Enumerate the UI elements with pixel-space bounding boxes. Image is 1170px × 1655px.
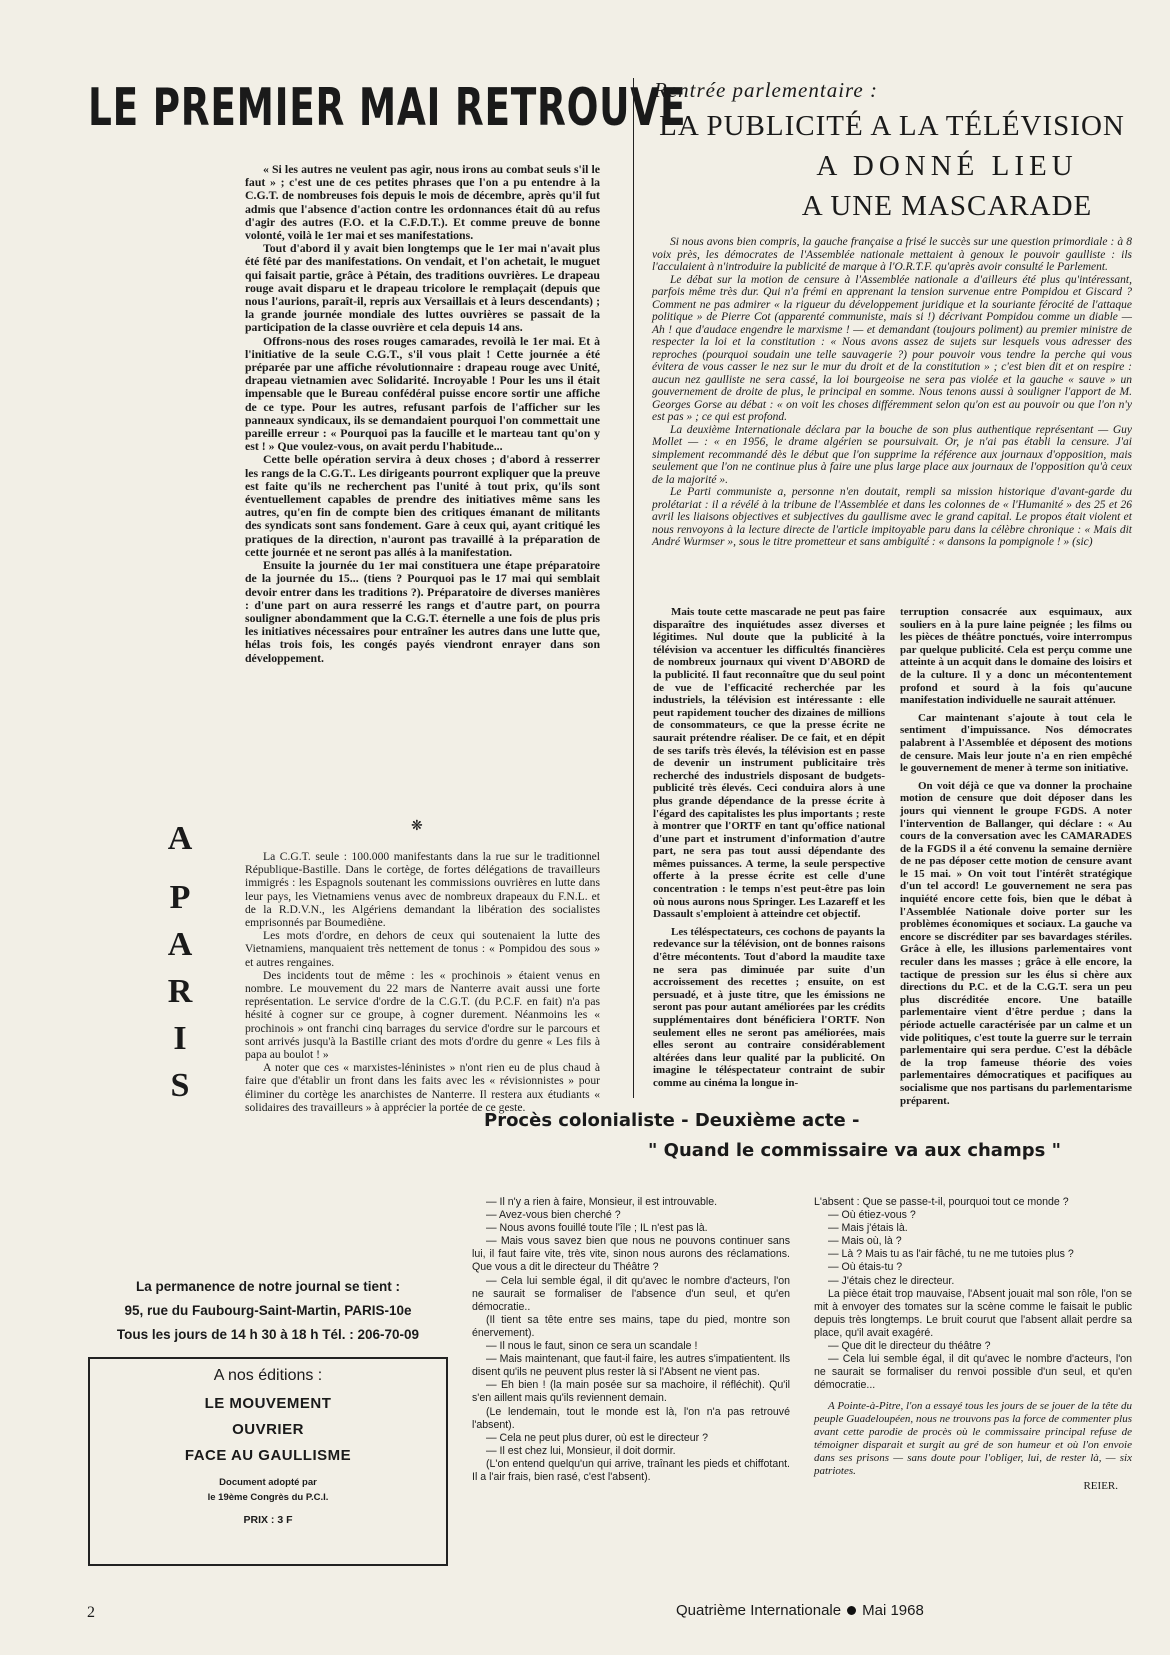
a-paris-vertical-label (150, 815, 210, 1109)
paris-letter: A (167, 820, 193, 857)
paragraph: Cette belle opération servira à deux choses ; d'abord à resserrer les rangs de la C.G.T.. Les dirigeants pourront expliquer que la preuve est faite qu'ils ne recherchent pas l'unité à tout prix, qu'ils sont éventuellement capables de prendre des initiatives même sans les autres, qu'en fin de compte bien des critiques émanant de militants des syndicats sont sans fondement. Gare à ceux qui, ayant critiqué les pratiques de la direction, n'auront pas travaillé à la préparation de cette journée et ne seront pas allés à la manifestation. (245, 452, 600, 559)
paragraph: terruption consacrée aux esquimaux, aux souliers en à la pure laine peignée ; les films ou les pièces de théâtre ponctués, voire interrompus par quelque publicité. Cela est perçu comme une atteinte à un acquit dans le domaine des loisirs et de la culture. Il y a donc un mécontentement profond et sourd à la fois qu'aucune manifestation individuelle ne saurait atténuer. (900, 606, 1132, 707)
right-headline-line-1: LA PUBLICITÉ A LA TÉLÉVISION (659, 110, 1125, 142)
paragraph: Tout d'abord il y avait bien longtemps que le 1er mai n'avait plus été fêté par des manifestations. On vendait, et l'on achetait, le muguet qui faisait partie, grâce à Pétain, des traditions ouvrières. Le drapeau rouge avait disparu et le drapeau tricolore le remplaçait (depuis que nous l'aurions, paraît-il, repris aux Versaillais et à leurs descendants) ; la grande journée mondiale des luttes ouvrières se passait de la participation de la classe ouvrière et cela depuis 14 ans. (245, 241, 600, 335)
right-kicker: Rentrée parlementaire : (654, 78, 878, 102)
commentary: A Pointe-à-Pitre, l'on a essayé tous les jours de se jouer de la tête du peuple Guadeloupéen, nous ne trouvons pas la force de commenter plus avant cette parodie de procès où le commissaire principal refuse de témoigner disparait et surgit au gré de son humeur et où l'on envoie dans ses prisons — sans doute pour l'obliger, lui, de rester là, — six patriotes. (814, 1400, 1132, 1478)
left-article-column-1 (245, 163, 600, 665)
footer-publication (676, 1602, 924, 1619)
dialogue-line: — Avez-vous bien cherché ? (486, 1209, 621, 1222)
publication-name: Quatrième Internationale (676, 1602, 842, 1619)
dialogue-line: L'absent : Que se passe-t-il, pourquoi tout ce monde ? (814, 1196, 1069, 1208)
office-info (80, 1275, 456, 1347)
bottom-article-column-2 (814, 1196, 1132, 1494)
paris-letter: R (167, 973, 193, 1010)
office-address: 95, rue du Faubourg-Saint-Martin, PARIS-10e (124, 1303, 412, 1318)
editions-note: Document adopté par (219, 1477, 317, 1488)
dialogue-line: — Mais maintenant, que faut-il faire, les autres s'impatientent. Ils disent qu'ils ne peuvent plus rester là si l'Absent ne vient pas. (472, 1353, 790, 1379)
dialogue-line: — Cela lui semble égal, il dit qu'avec le nombre d'acteurs, l'on ne saurait se formaliser de l'absence d'un seul, et qu'en démocratie.. (472, 1274, 790, 1313)
column-divider (633, 78, 634, 1098)
paragraph: Offrons-nous des roses rouges camarades, revoilà le 1er mai. Et à l'initiative de la seule C.G.T., s'il vous plait ! Cette journée a été préparée par une affiche révolutionnaire : drapeau rouge avec Unité, drapeau vietnamien avec Solidarité. Incroyable ! Pour les uns il était impensable que le Bureau confédéral puisse encore sortir une affiche de ce type. Pour les autres, refusant parfois de l'afficher sur les panneaux syndicaux, ils se demandaient pourquoi l'on commettait une pareille erreur : « Pourquoi pas la faucille et le marteau tant qu'on y est ! » Que voulez-vous, on avait perdu l'habitude... (245, 333, 600, 454)
dialogue-line: — Où étiez-vous ? (828, 1209, 916, 1222)
page-number: 2 (87, 1604, 95, 1621)
right-article-column-b (900, 606, 1132, 1107)
paragraph: Car maintenant s'ajoute à tout cela le sentiment d'impuissance. Nos démocrates palabrent à l'Assemblée et déposent des motions de censure. Mais leur joute n'a en rien empêché le gouvernement de mener à terme son initiative. (900, 711, 1132, 775)
publication-date: Mai 1968 (862, 1602, 924, 1619)
paragraph: A noter que ces « marxistes-léninistes » n'ont rien eu de plus chaud à faire que d'établir un front dans les faits avec les « révisionnistes » pour éliminer du cortège les anarchistes de Nanterre. Il restera aux étudiants « solidaires des travailleurs » à apprécier la portée de ce geste. (245, 1061, 600, 1114)
office-hours: Tous les jours de 14 h 30 à 18 h Tél. : 206-70-09 (116, 1327, 420, 1342)
paragraph: « Si les autres ne veulent pas agir, nous irons au combat seuls s'il le faut » ; c'est une de ces petites phrases que l'on a pu entendre à la C.G.T. de nombreuses fois depuis le mois de décembre, après qu'il fut admis que l'absence d'action contre les ordonnances était dû au refus d'agir des autres (F.O. et la C.F.D.T.). Et comme preuve de bonne volonté, voilà le 1er mai et ses manifestations. (245, 162, 600, 243)
editions-note: le 19ème Congrès du P.C.I. (207, 1492, 329, 1503)
left-article-column-2 (245, 850, 600, 1114)
editions-title-line: OUVRIER (232, 1421, 304, 1438)
dialogue-line: — Là ? Mais tu as l'air fâché, tu ne me tutoies plus ? (828, 1248, 1074, 1261)
bottom-article-column-1 (472, 1196, 790, 1484)
paris-letter: P (169, 879, 191, 916)
right-article-intro (652, 236, 1132, 549)
paragraph: Le Parti communiste a, personne n'en doutait, rempli sa mission historique d'avant-garde du prolétariat : il a révélé à la tribune de l'Assemblée et dans les colonnes de « l'Humanité » des 25 et 26 avril les liaisons objectives et subjectives du gaullisme avec le grand capital. Le propos était violent et nous renvoyons à la lecture directe de l'article impitoyable paru dans la célèbre chronique : « Mais dit André Wurmser », sous le titre prometteur et sans ambiguïté : « dansons la pompignole ! » (sic) (652, 486, 1132, 548)
paragraph: On voit déjà ce que va donner la prochaine motion de censure que doit déposer dans les jours qui viennent le groupe FGDS. A noter l'intervention de Ballanger, qui déclare : « Au cours de la conversation avec les CAMARADES de la FGDS il a été convenu la semaine dernière de ne pas déposer cette motion de censure avant le 15 mai. » On voit tout l'intérêt stratégique d'un tel accord! Le gouvernement ne sera pas inquiété encore cette fois, bien que le débat à l'Assemblée Nationale doive porter sur les problèmes économiques et sociaux. La gauche va encore se discréditer par ses bavardages stériles. Grâce à elle, les illusions parlementaires vont reculer dans les masses ; grâce à elle encore, la tactique de pression sur les élus si chère aux directions du P.C. et de la C.G.T. sera un peu plus discréditée encore. Une bataille parlementaire vient d'être perdue ; dans la période actuelle caractérisée par un calme et un vide politiques, c'est toute la guerre sur le terrain parlementaire qui sera perdue. C'est la débâcle de la trop fameuse théorie des voies parlementaires démocratiques et pacifiques au socialisme que nos partisans du parlementarisme préparent. (900, 779, 1132, 1107)
bullet-dot-icon (847, 1606, 856, 1615)
editions-box (88, 1357, 448, 1566)
right-article-column-a (653, 606, 885, 1090)
dialogue-line: La pièce était trop mauvaise, l'Absent jouait mal son rôle, l'on se mit à envoyer des tomates sur la scène comme le faisait le public depuis très longtemps. Le bruit courut que l'absent allait perdre sa place, qu'il avait exagéré. (814, 1287, 1132, 1339)
signature: REIER. (1083, 1480, 1118, 1493)
dialogue-line: — Mais vous savez bien que nous ne pouvons continuer sans lui, il faut faire vite, très vite, sinon nous aurons des réclamations. Que vous a dit le directeur du Théâtre ? (472, 1235, 790, 1274)
paragraph: Le débat sur la motion de censure à l'Assemblée nationale a d'ailleurs été plus qu'intéressant, parfois même très dur. Qui n'a frémi en apprenant la tension survenue entre Pompidou et Giscard ? Comment ne pas admirer « la rigueur du développement juridique et la souriante férocité de l'attaque politique » de Pierre Cot (apparenté communiste, mais si !) décrivant Pompidou comme un diable — Ah ! que d'audace engendre le marxisme ! — et demandant (toujours poliment) au premier ministre de respecter la loi et la constitution : « Nous avons assez de sujets sur lesquels vous adresser des reproches (pourquoi soudain une telle sauvagerie ?) pour pouvoir vous tendre la perche qui vous évitera de vous casser le nez sur le mur du droit et de la constitution » ; c'est bien dit et on respire : aucun nez gaulliste ne sera cassé, la loi bourgeoise ne sera pas violée et la gauche « sauve » un gouvernement de droite de plus, le principal en somme. Nous tenons aussi à souligner l'apport de M. Georges Gorse au débat : « on voit les choses différemment selon qu'on est au pouvoir ou que l'on n'y est pas » ; ce qui est profond. (652, 273, 1132, 423)
bottom-heading-line-2: " Quand le commissaire va aux champs " (648, 1140, 1061, 1161)
paragraph: La C.G.T. seule : 100.000 manifestants dans la rue sur le traditionnel République-Bastille. Dans le cortège, de fortes délégations de travailleurs immigrés : les Espagnols soutenant les commissions ouvrières en lutte dans leur pays, les Vietnamiens venus avec de nombreux drapeaux du F.N.L. et de la R.D.V.N., les Algériens demandant la libération des socialistes emprisonnés par Boumediène. (245, 850, 600, 930)
right-headline-line-2: A DONNÉ LIEU (816, 150, 1078, 182)
paris-letter: I (173, 1020, 187, 1057)
paragraph: Les téléspectateurs, ces cochons de payants la redevance sur la télévision, ont de bonnes raisons d'être mécontents. Tout d'abord la maudite taxe ne sera pas diminuée par suite d'un accroissement des recettes ; ensuite, on est persuadé, et à juste titre, que les émissions ne seront pas pour autant améliorées par les crédits supplémentaires dont bénéficiera l'ORTF. Non seulement elles ne seront pas améliorées, mais elles seront au contraire considérablement altérées dans leur qualité par la publicité. On imagine le téléspectateur contraint de subir comme au cinéma la longue in- (653, 925, 885, 1089)
dialogue-line: — Il n'y a rien à faire, Monsieur, il est introuvable. (486, 1196, 718, 1208)
right-headline-line-3: A UNE MASCARADE (801, 190, 1093, 222)
paragraph: Ensuite la journée du 1er mai constituera une étape préparatoire de la journée du 15... (tiens ? Pourquoi pas le 17 mai qui semblait devoir entrer dans les traditions ?). Préparatoire de diverses manières : d'une part on aura resserré les rangs et d'autre part, on pourra souligner abondamment que la C.G.T. éternelle a une fois de plus pris les initiatives nécessaires pour entraîner les autres dans une lutte que, hélas trois fois, les congés payés viendront enrayer dans son développement. (245, 558, 600, 665)
editions-price: PRIX : 3 F (243, 1514, 293, 1526)
dialogue-line: — Où étais-tu ? (828, 1261, 903, 1274)
dialogue-line: — Cela lui semble égal, il dit qu'avec le nombre d'acteurs, l'on ne saurait se formaliser du renvoi possible d'un seul, et qu'en démocratie... (814, 1353, 1132, 1392)
main-headline: LE PREMIER MAI RETROUVE (88, 78, 687, 138)
editions-title-line: LE MOUVEMENT (204, 1395, 332, 1412)
dialogue-line: (Le lendemain, tout le monde est là, l'on n'a pas retrouvé l'absent). (472, 1405, 790, 1431)
dialogue-line: — Cela ne peut plus durer, où est le directeur ? (486, 1431, 709, 1444)
dialogue-line: — J'étais chez le directeur. (828, 1274, 955, 1287)
dialogue-line: — Mais où, là ? (828, 1235, 902, 1248)
office-info-line: La permanence de notre journal se tient : (135, 1279, 401, 1294)
paris-letter: S (170, 1067, 190, 1104)
dialogue-line: — Nous avons fouillé toute l'île ; IL n'est pas là. (486, 1222, 708, 1235)
editions-title-line: FACE AU GAULLISME (184, 1447, 352, 1464)
editions-label: A nos éditions : (213, 1367, 323, 1384)
dialogue-line: (L'on entend quelqu'un qui arrive, traînant les pieds et chiffotant. Il a l'air frais, bien rasé, c'est l'absent). (472, 1457, 790, 1483)
dialogue-line: — Mais j'étais là. (828, 1222, 908, 1235)
paris-letter: A (167, 926, 193, 963)
dialogue-line: — Que dit le directeur du théâtre ? (828, 1340, 991, 1353)
paragraph: Les mots d'ordre, en dehors de ceux qui soutenaient la lutte des Vietnamiens, manquaient très nettement de tonus : « Pompidou des sous » et autres rengaines. (245, 929, 600, 969)
dialogue-line: — Eh bien ! (la main posée sur sa machoire, il réfléchit). Qu'il s'en aillent mais qu'ils reviennent demain. (472, 1379, 790, 1405)
paragraph: La deuxième Internationale déclara par la bouche de son plus authentique représentant — Guy Mollet — : « en 1956, le drame algérien se poursuivait. Or, je n'ai pas établi la censure. J'ai simplement recommandé dès le début que l'on supprime la référence aux journaux d'opposition, mais seulement que l'on ne continue plus à faire une plus large place aux journaux de l'opposition qu'à ceux de la majorité ». (652, 423, 1132, 486)
paragraph: Des incidents tout de même : les « prochinois » étaient venus en nombre. Le mouvement du 22 mars de Nanterre avait aussi une forte représentation. Le service d'ordre de la C.G.T. (du P.C.F. en fait) n'a pas hésité à cogner sur ce groupe, à cogner durement. Néanmoins les « prochinois » ont franchi cinq barrages du service d'ordre sur le parcours et sont arrivés jusqu'à la Bastille criant des mots d'ordre du genre « Les fils à papa au boulot ! » (245, 968, 600, 1062)
dialogue-line: — Il nous le faut, sinon ce sera un scandale ! (486, 1340, 698, 1353)
dialogue-line: (Il tient sa tête entre ses mains, tape du pied, montre son énervement). (472, 1313, 790, 1339)
ornament-icon: ❋ (411, 819, 423, 834)
dialogue-line: — Il est chez lui, Monsieur, il doit dormir. (486, 1444, 676, 1457)
paragraph: Si nous avons bien compris, la gauche française a frisé le succès sur une question primordiale : à 8 voix près, les démocrates de l'Assemblée nationale mettaient à genoux le pouvoir gaulliste : ils l'acculaient à n'introduire la publicité de marque à l'O.R.T.F. qu'après avoir consulté le Parlement. (652, 236, 1132, 273)
bottom-heading-line-1: Procès colonialiste - Deuxième acte - (484, 1110, 860, 1131)
paragraph: Mais toute cette mascarade ne peut pas faire disparaître des inquiétudes assez diverses et légitimes. Nul doute que la publicité à la télévision va accentuer les difficultés financières de nombreux journaux qui vivent D'ABORD de la publicité. Il faut reconnaître que du seul point de vue de l'efficacité recherchée par les industriels, la télévision est intéressante : elle peut rapidement toucher des dizaines de millions de consommateurs, ce que la presse écrite ne saurait prétendre réaliser. De ce fait, et en dépit de ses tarifs très élevés, la télévision est en passe de devenir un instrument publicitaire très recherché des industriels disposant de budgets-publicité très élevés. Ceci conduira alors à une plus grande dépendance de la presse écrite à l'égard des capitalistes les plus importants ; reste à montrer que l'ORTF en tant qu'office national d'une part et instrument d'information d'autre part, ne sera pas tout aussi dépendante des mêmes puissances. A terme, la seule perspective offerte à la presse écrite est celle d'une concentration : le temps n'est peut-être pas loin où nous aurons nous Springer. Les Lazareff et les Dassault s'emploient à atteindre cet objectif. (653, 606, 885, 921)
